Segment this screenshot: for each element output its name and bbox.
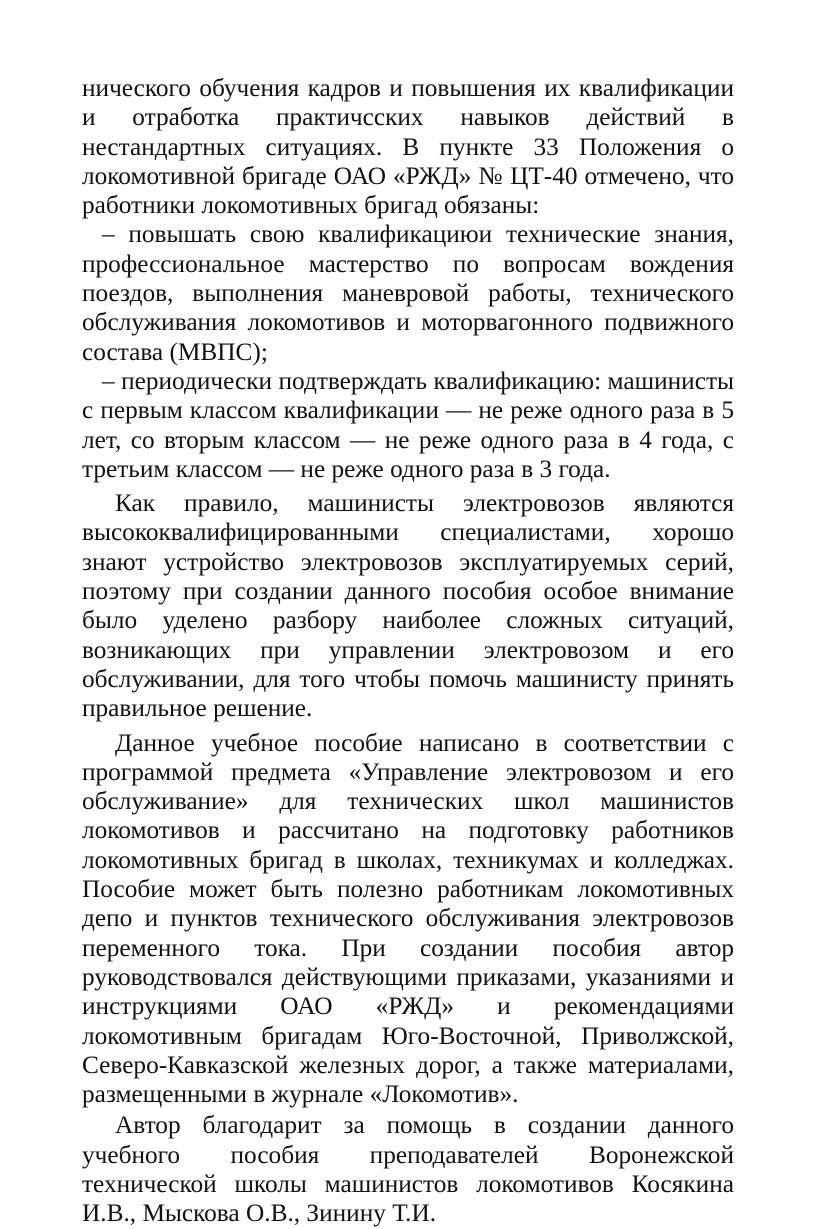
paragraph-drivers: Как правило, машинисты электровозов являются высококвалифицированными специалистами, хорошо знают устройство электровозов эксплуатируемых серий, поэтому при создании данного пособия особое внимание было уделено разбору наиболее сложных ситуаций, возникающих при управлении электровозом и его обслуживании, для того чтобы помочь машинисту принять правильное решение. [82, 489, 734, 723]
paragraph-acknowledgements: Автор благодарит за помощь в создании данного учебного пособия преподавателей Воронежской технической школы машинистов локомотивов Косякина И.В., Мыскова О.В., Зинину Т.И. [82, 1111, 734, 1228]
list-item-duty-confirm: – периодически подтверждать квалификацию: машинисты с первым классом квалификации — не реже одного раза в 5 лет, со вторым классом — не реже одного раза в 4 года, с третьим классом — не реже одного раза в 3 года. [82, 366, 734, 483]
document-page [82, 74, 734, 1229]
list-item-duty-qualification: – повышать свою квалификациюи технические знания, профессиональное мастерство по вопросам вождения поездов, выполнения маневровой работы, технического обслуживания локомотивов и моторвагонного подвижного состава (МВПС); [82, 220, 734, 366]
paragraph-intro: нического обучения кадров и повышения их квалификации и отработка практичсских навыков действий в нестандартных ситуациях. В пункте 33 Положения о локомотивной бригаде ОАО «РЖД» № ЦТ-40 отмечено, что работники локомотивных бригад обязаны: [82, 74, 734, 220]
paragraph-manual-purpose: Данное учебное пособие написано в соответствии с программой предмета «Управление электровозом и его обслуживание» для технических школ машинистов локомотивов и рассчитано на подготовку работников локомотивных бригад в школах, техникумах и колледжах. Пособие может быть полезно работникам локомотивных депо и пунктов технического обслуживания электровозов переменного тока. При создании пособия автор руководствовался действующими приказами, указаниями и инструкциями ОАО «РЖД» и рекомендациями локомотивным бригадам Юго-Восточной, Приволжской, Северо-Кавказской железных дорог, а также материалами, размещенными в журнале «Локомотив». [82, 728, 734, 1109]
